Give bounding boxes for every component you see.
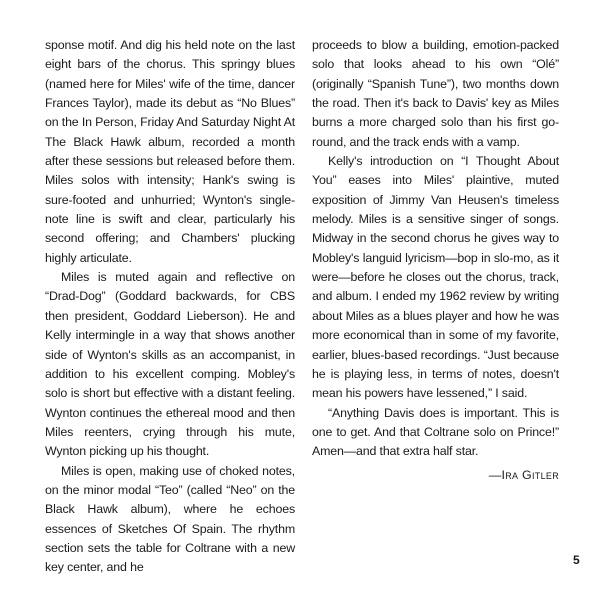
left-text-column — [45, 36, 295, 578]
paragraph: Kelly's introduction on “I Thought About You” eases into Miles' plaintive, muted exposition of Jimmy Van Heusen's timeless melody. Miles is a sensitive singer of songs. Midway in the second chorus he gives way to Mobley's languid lyricism—bop in slo-mo, as it were—before he closes out the chorus, track, and album. I ended my 1962 review by writing about Miles as a blues player and how he was more economical than in some of my favorite, earlier, blues-based recordings. “Just because he is playing less, in terms of notes, doesn't mean his powers have lessened,” I said. — [312, 154, 559, 401]
paragraph: Miles is open, making use of choked notes, on the minor modal “Teo” (called “Neo” on the Black Hawk album), where he echoes essences of Sketches Of Spain. The rhythm section sets the table for Coltrane with a new key center, and he — [45, 463, 295, 575]
author-signature: —Ira Gitler — [488, 467, 559, 482]
paragraph: Miles is muted again and reflective on “Drad-Dog” (Goddard backwards, for CBS then president, Goddard Lieberson). He and Kelly intermingle in a way that shows another side of Wynton's skills as an accompanist, in addition to his excellent comping. Mobley's solo is short but effective with a distant feeling. Wynton continues the ethereal mood and then Miles reenters, crying through his mute, Wynton picking up his thought. — [45, 270, 295, 459]
paragraph: “Anything Davis does is important. This is one to get. And that Coltrane solo on Prince!” Amen—and that extra half star. — [312, 405, 559, 459]
paragraph: proceeds to blow a building, emotion-packed solo that looks ahead to his own “Olé” (originally “Spanish Tune”), two months down the road. Then it's back to Davis' key as Miles burns a more charged solo than his first go-round, and the track ends with a vamp. — [312, 38, 559, 149]
right-text-column — [312, 36, 559, 485]
paragraph: sponse motif. And dig his held note on the last eight bars of the chorus. This springy blues (named here for Miles' wife of the time, dancer Frances Taylor), made its debut as “No Blues” on the In Person, Friday And Saturday Night At The Black Hawk album, recorded a month after these sessions but released before them. Miles solos with intensity; Hank's swing is sure-footed and unhurried; Wynton's single-note line is swift and clear, particularly his second offering; and Chambers' plucking highly articulate. — [45, 38, 296, 265]
page-number: 5 — [573, 553, 580, 567]
